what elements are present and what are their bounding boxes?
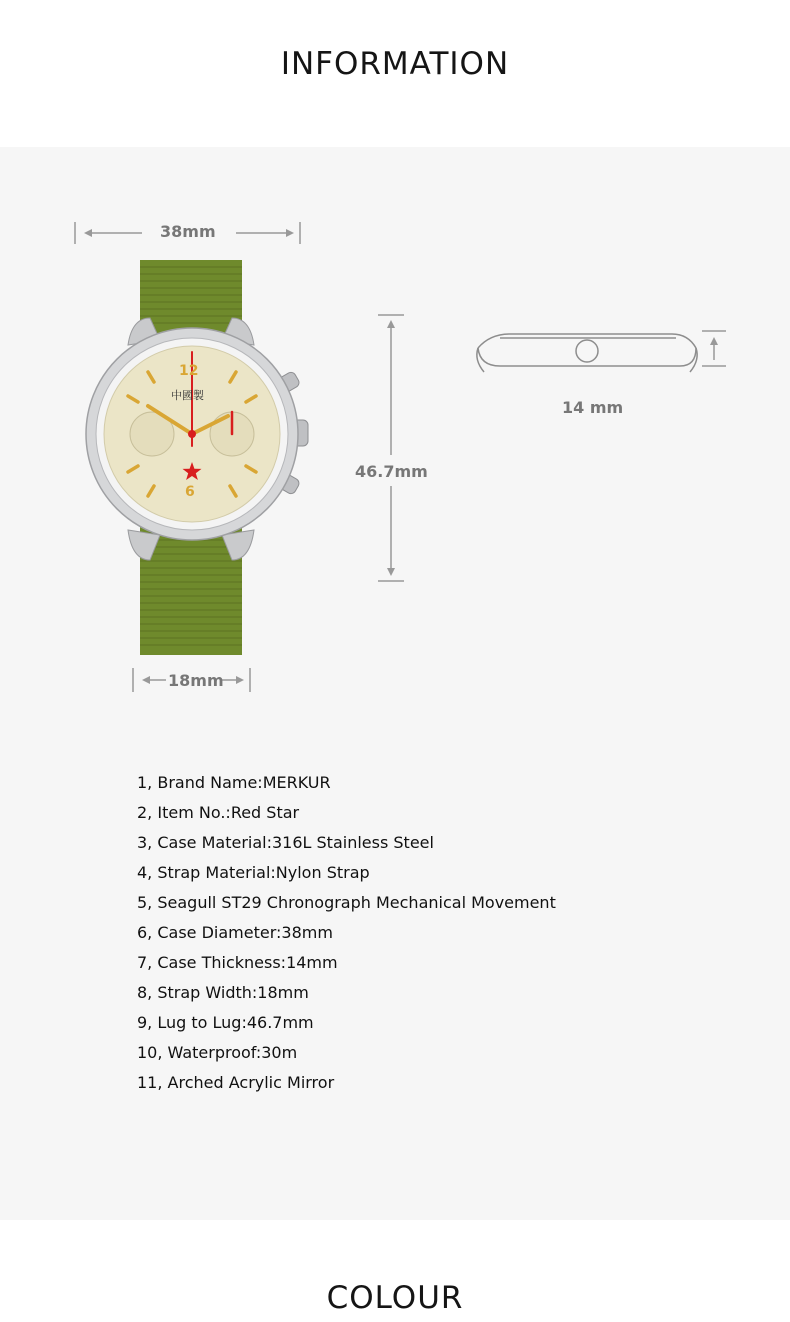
spec-item: 2, Item No.:Red Star (137, 803, 300, 822)
thickness-label: 14 mm (562, 398, 624, 417)
spec-item: 6, Case Diameter:38mm (137, 923, 333, 942)
spec-item: 4, Strap Material:Nylon Strap (137, 863, 370, 882)
thickness-dimension (702, 331, 726, 366)
watch-side-profile (477, 334, 697, 372)
case-width-label: 38mm (160, 222, 216, 241)
strap-top (140, 260, 242, 335)
spec-item: 3, Case Material:316L Stainless Steel (137, 833, 434, 852)
spec-item: 9, Lug to Lug:46.7mm (137, 1013, 314, 1032)
strap-width-label: 18mm (168, 671, 224, 690)
lug-to-lug-dimension (378, 315, 404, 581)
dial-hour-6: 6 (185, 484, 195, 500)
spec-list (137, 768, 556, 1098)
dial-hour-12: 12 (179, 363, 199, 379)
lug-to-lug-label: 46.7mm (355, 462, 428, 481)
information-heading: INFORMATION (280, 46, 510, 82)
spec-item: 1, Brand Name:MERKUR (137, 773, 331, 792)
spec-item: 5, Seagull ST29 Chronograph Mechanical Movement (137, 893, 556, 912)
spec-item: 11, Arched Acrylic Mirror (137, 1073, 335, 1092)
spec-item: 7, Case Thickness:14mm (137, 953, 338, 972)
dial-logo: 中國製 (171, 389, 204, 402)
colour-heading: COLOUR (326, 1280, 464, 1316)
spec-item: 10, Waterproof:30m (137, 1043, 298, 1062)
spec-item: 8, Strap Width:18mm (137, 983, 309, 1002)
